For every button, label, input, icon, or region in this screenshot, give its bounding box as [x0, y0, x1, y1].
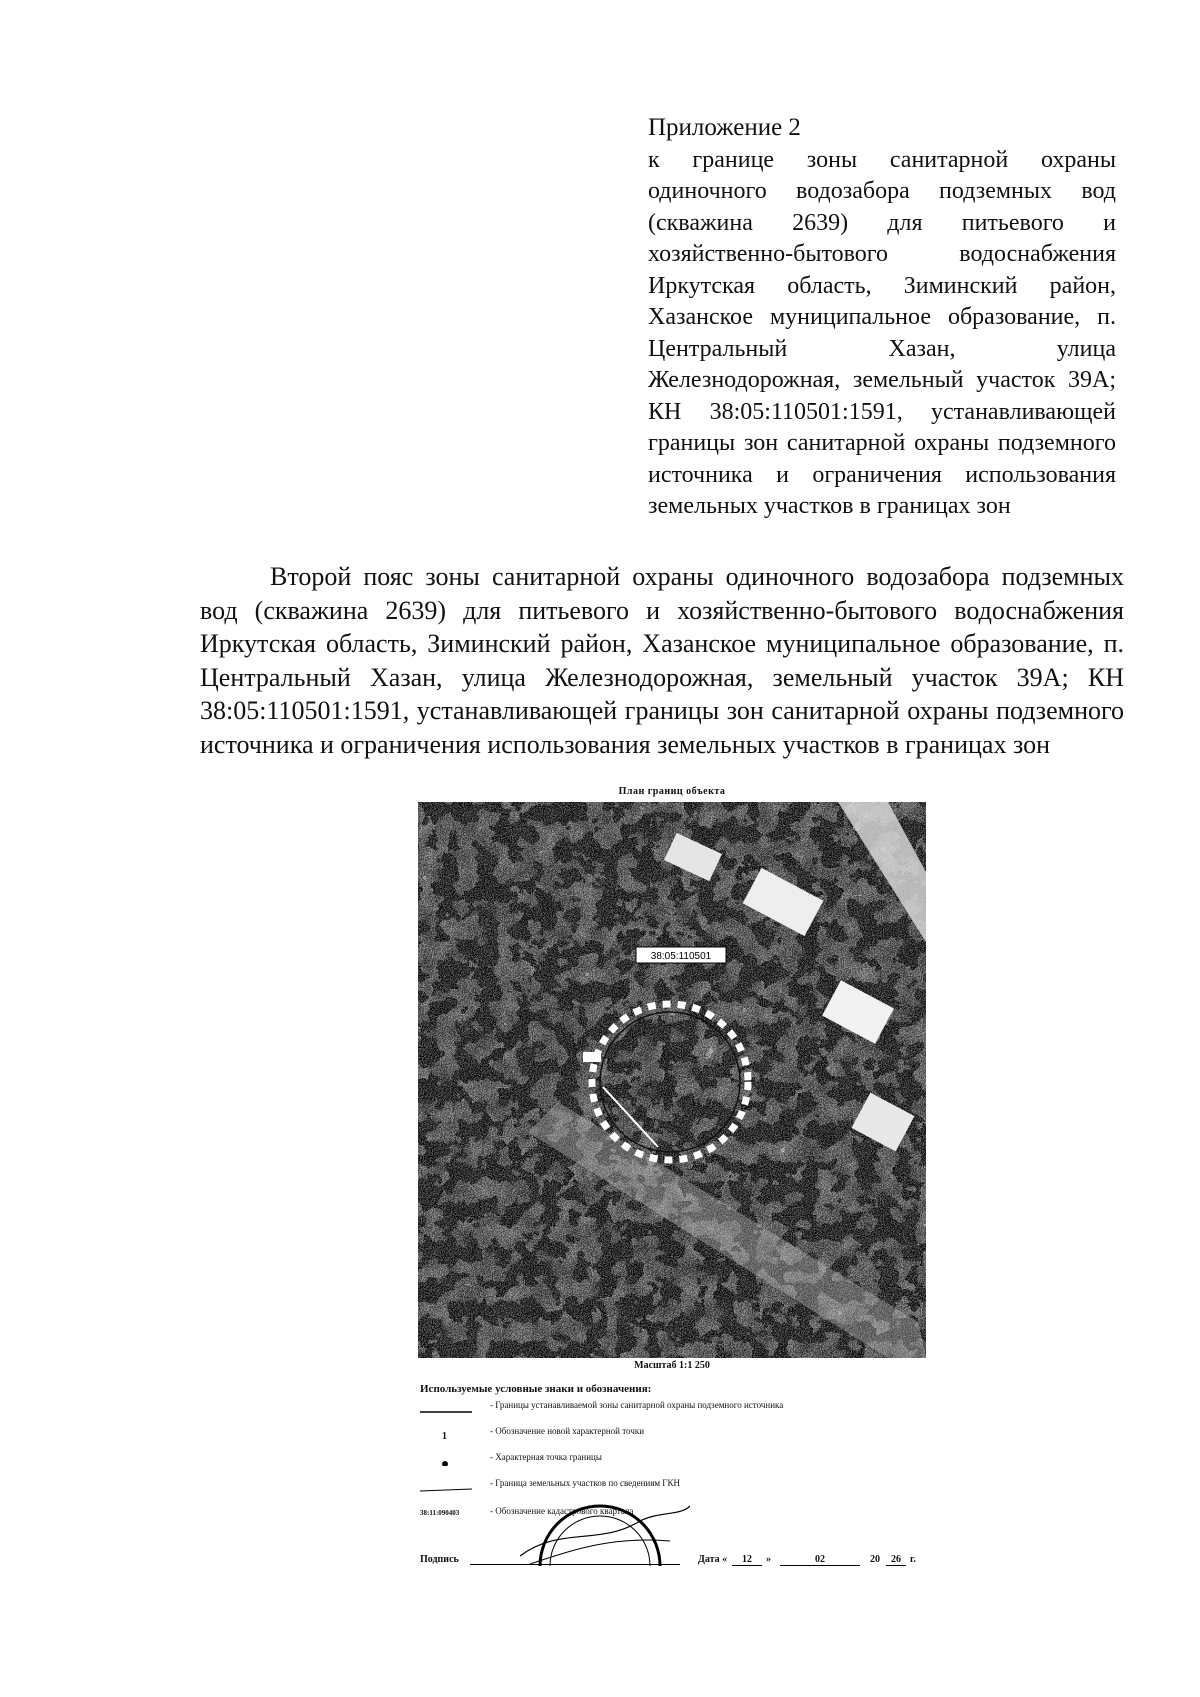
appendix-header [648, 112, 1116, 523]
signature-row [420, 1544, 920, 1584]
date-year-prefix: 20 [870, 1554, 880, 1565]
document-body: Второй пояс зоны санитарной охраны одиночного водозабора подземных вод (скважина 2639) для питьевого и хозяйственно-бытового водоснабжения Иркутская область, Зиминский район, Хазанское муниципальное образование, п. Центральный Хазан, улица Железнодорожная, земельный участок 39А; КН 38:05:110501:1591, устанавливающей границы зон санитарной охраны подземного источника и ограничения использования земельных участков в границах зон [200, 562, 1124, 759]
plan-title: План границ объекта [618, 786, 726, 797]
point-number-symbol: 1 [442, 1431, 447, 1442]
date-year: 26 [886, 1554, 906, 1566]
legend-text: - Характерная точка границы [490, 1452, 602, 1462]
legend-text: - Обозначение новой характерной точки [490, 1426, 645, 1436]
signature-label: Подпись [420, 1554, 459, 1565]
map-scale: Масштаб 1:1 250 [634, 1360, 710, 1371]
signature-line [470, 1564, 680, 1565]
appendix-text: к границе зоны санитарной охраны одиночного водозабора подземных вод (скважина 2639) для питьевого и хозяйственно-бытового водоснабжения Иркутская область, Зиминский район, Хазанское муниципальное образование, п. Центральный Хазан, улица Железнодорожная, земельный участок 39А; КН 38:05:110501:1591, устанавливающей границы зон санитарной охраны подземного источника и ограничения использования земельных участков в границах зон [648, 146, 1116, 519]
appendix-title: Приложение 2 [648, 114, 801, 141]
legend-text: - Обозначение кадастрового квартала [490, 1506, 634, 1516]
date-day: 12 [732, 1554, 762, 1566]
legend-text: - Границы устанавливаемой зоны санитарной охраны подземного источника [490, 1400, 784, 1410]
legend-text: - Граница земельных участков по сведениям ГКН [490, 1478, 681, 1488]
point-dot-icon [420, 1452, 474, 1466]
aerial-map [418, 802, 926, 1358]
date-day-close: » [766, 1554, 771, 1565]
parcel-line-symbol [420, 1478, 474, 1492]
legend-title: Используемые условные знаки и обозначения: [420, 1383, 652, 1395]
date-year-end: г. [910, 1554, 916, 1565]
date-month: 02 [780, 1554, 860, 1566]
date-label: Дата « [698, 1554, 728, 1565]
quarter-label-symbol: 38:11:090403 [420, 1509, 460, 1517]
zone-line-symbol [420, 1400, 474, 1414]
cadastral-label: 38:05:110501 [650, 951, 712, 962]
